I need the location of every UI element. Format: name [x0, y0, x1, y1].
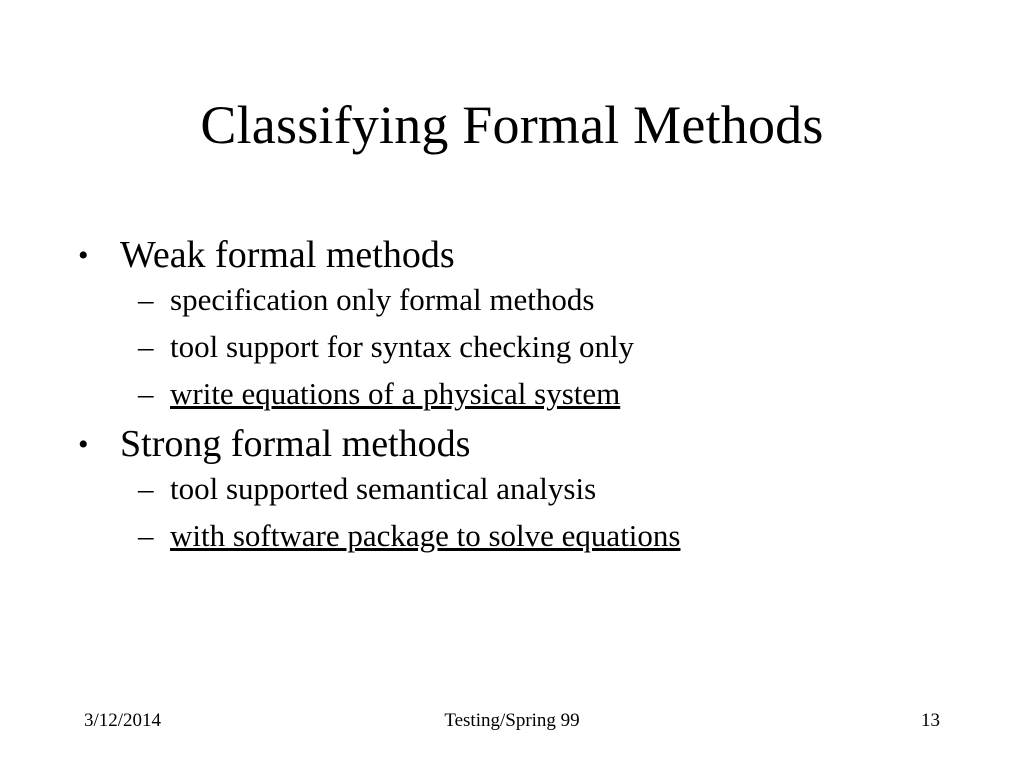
- bullet-item-level2: [78, 378, 958, 409]
- bullet-item-level2: [78, 284, 958, 315]
- bullet-text: Weak formal methods: [120, 234, 455, 276]
- dash-marker-icon: –: [138, 376, 154, 411]
- bullet-text: Strong formal methods: [120, 423, 471, 465]
- footer-page-number: 13: [921, 710, 940, 731]
- slide-body: [78, 228, 958, 567]
- footer-date: 3/12/2014: [84, 710, 162, 731]
- footer-course-label: Testing/Spring 99: [444, 710, 580, 731]
- slide-title: Classifying Formal Methods: [200, 95, 824, 155]
- bullet-item-level2: [78, 473, 958, 504]
- dash-marker-icon: –: [138, 282, 154, 317]
- bullet-text: tool supported semantical analysis: [170, 471, 597, 506]
- slide-footer: [0, 710, 1024, 734]
- bullet-item-level2: [78, 520, 958, 551]
- bullet-item-level2: [78, 331, 958, 362]
- dash-marker-icon: –: [138, 471, 154, 506]
- bullet-text: specification only formal methods: [170, 282, 595, 317]
- bullet-marker-icon: •: [78, 239, 89, 272]
- bullet-text: tool support for syntax checking only: [170, 329, 635, 364]
- bullet-text-underlined: with software package to solve equations: [170, 518, 681, 553]
- dash-marker-icon: –: [138, 329, 154, 364]
- bullet-item-level1: [78, 236, 958, 274]
- bullet-marker-icon: •: [78, 428, 89, 461]
- dash-marker-icon: –: [138, 518, 154, 553]
- bullet-text-underlined: write equations of a physical system: [170, 376, 621, 411]
- bullet-item-level1: [78, 425, 958, 463]
